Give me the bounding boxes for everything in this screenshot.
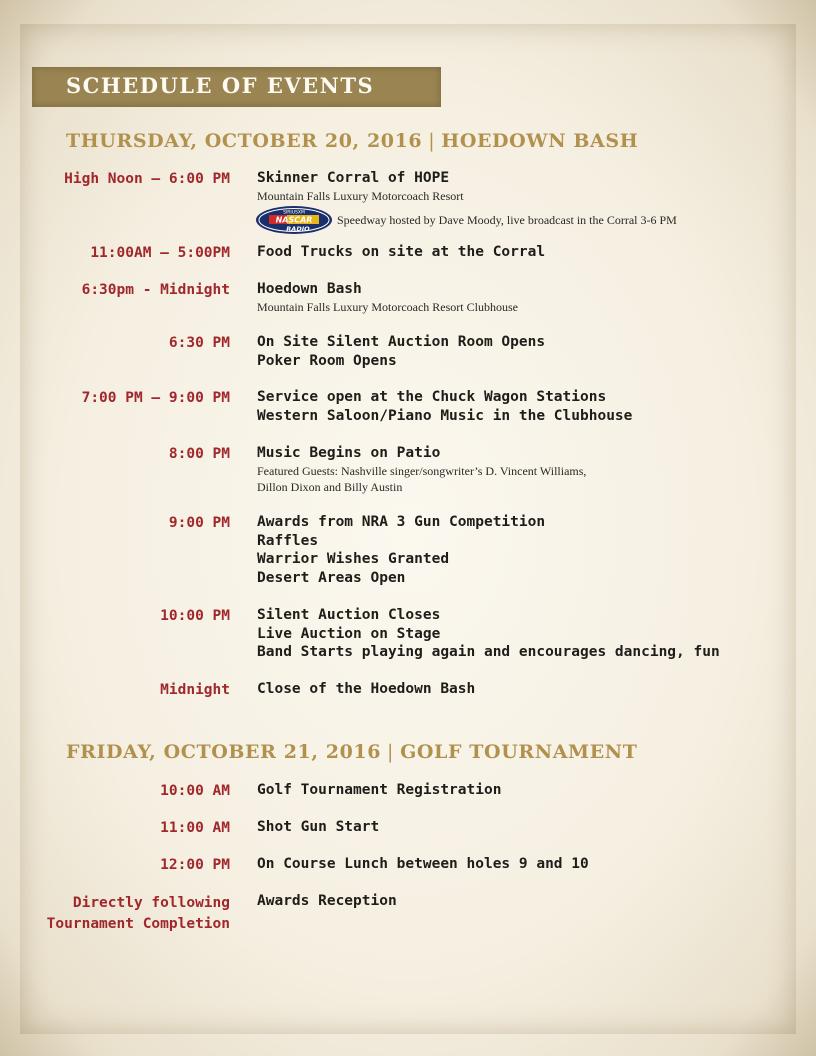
event-title: Hoedown Bash xyxy=(257,281,362,297)
event-item xyxy=(257,388,632,425)
heading-separator: | xyxy=(387,741,395,763)
day-heading-friday xyxy=(66,741,637,763)
event-item xyxy=(257,280,518,315)
event-time: 6:30pm - Midnight xyxy=(81,282,230,298)
event-time: 11:00 AM xyxy=(160,820,230,836)
event-item xyxy=(257,606,720,662)
event-title: Skinner Corral of HOPE xyxy=(257,170,450,186)
event-title: Close of the Hoedown Bash xyxy=(257,681,476,697)
event-title: Poker Room Opens xyxy=(257,352,397,369)
event-title: Food Trucks on site at the Corral xyxy=(257,244,546,260)
event-time: High Noon – 6:00 PM xyxy=(64,171,230,187)
heading-separator: | xyxy=(428,130,436,152)
event-title: Live Auction on Stage xyxy=(257,625,441,642)
nascar-radio-logo xyxy=(255,205,333,235)
day-heading-thursday xyxy=(66,130,638,152)
event-time: 10:00 PM xyxy=(160,608,230,624)
day-event: HOEDOWN BASH xyxy=(441,130,639,152)
event-title: Silent Auction Closes xyxy=(257,607,441,623)
event-title: Desert Areas Open xyxy=(257,570,406,587)
event-title: Music Begins on Patio xyxy=(257,445,441,461)
event-time: 10:00 AM xyxy=(160,783,230,799)
event-time: 8:00 PM xyxy=(168,446,230,462)
event-title: Warrior Wishes Granted xyxy=(257,551,450,568)
event-item xyxy=(257,855,589,874)
radio-row xyxy=(257,205,677,235)
radio-detail: Speedway hosted by Dave Moody, live broadcast in the Corral 3-6 PM xyxy=(337,212,677,227)
page-title: SCHEDULE OF EVENTS xyxy=(66,73,375,98)
event-detail: Featured Guests: Nashville singer/songwriter’s D. Vincent Williams, xyxy=(257,463,587,478)
event-title: On Course Lunch between holes 9 and 10 xyxy=(257,856,589,872)
event-title: Raffles xyxy=(257,532,319,549)
event-time: Midnight xyxy=(160,682,230,698)
title-banner xyxy=(32,67,441,107)
event-detail: Mountain Falls Luxury Motorcoach Resort Clubhouse xyxy=(257,299,518,314)
event-item xyxy=(257,680,475,699)
event-title: Awards Reception xyxy=(257,893,397,909)
event-detail: Dillon Dixon and Billy Austin xyxy=(257,479,403,494)
svg-text:SIRIUSXM: SIRIUSXM xyxy=(283,210,305,216)
event-item xyxy=(257,333,545,370)
event-time: 7:00 PM – 9:00 PM xyxy=(81,390,230,406)
event-item xyxy=(257,892,397,911)
event-time: 11:00AM – 5:00PM xyxy=(90,245,230,261)
event-item xyxy=(257,818,379,837)
event-time: 12:00 PM xyxy=(160,857,230,873)
svg-text:RADIO: RADIO xyxy=(286,224,310,233)
event-item xyxy=(257,781,501,800)
event-title: Service open at the Chuck Wagon Stations xyxy=(257,389,607,405)
event-item xyxy=(257,243,545,262)
event-time: 6:30 PM xyxy=(168,335,230,351)
event-title: Shot Gun Start xyxy=(257,819,380,835)
svg-text:NASCAR: NASCAR xyxy=(275,215,313,225)
event-item xyxy=(257,513,545,588)
event-item xyxy=(257,444,586,495)
event-title: Western Saloon/Piano Music in the Clubhouse xyxy=(257,407,633,424)
day-event: GOLF TOURNAMENT xyxy=(400,741,638,763)
event-time: Directly following Tournament Completion xyxy=(46,895,230,932)
event-time: 9:00 PM xyxy=(168,515,230,531)
event-title: On Site Silent Auction Room Opens xyxy=(257,334,546,350)
event-detail: Mountain Falls Luxury Motorcoach Resort xyxy=(257,188,464,203)
event-title: Band Starts playing again and encourages dancing, fun xyxy=(257,644,720,661)
day-date: FRIDAY, OCTOBER 21, 2016 xyxy=(66,741,382,763)
day-date: THURSDAY, OCTOBER 20, 2016 xyxy=(66,130,423,152)
event-title: Golf Tournament Registration xyxy=(257,782,502,798)
event-title: Awards from NRA 3 Gun Competition xyxy=(257,514,546,530)
event-item xyxy=(257,169,677,235)
